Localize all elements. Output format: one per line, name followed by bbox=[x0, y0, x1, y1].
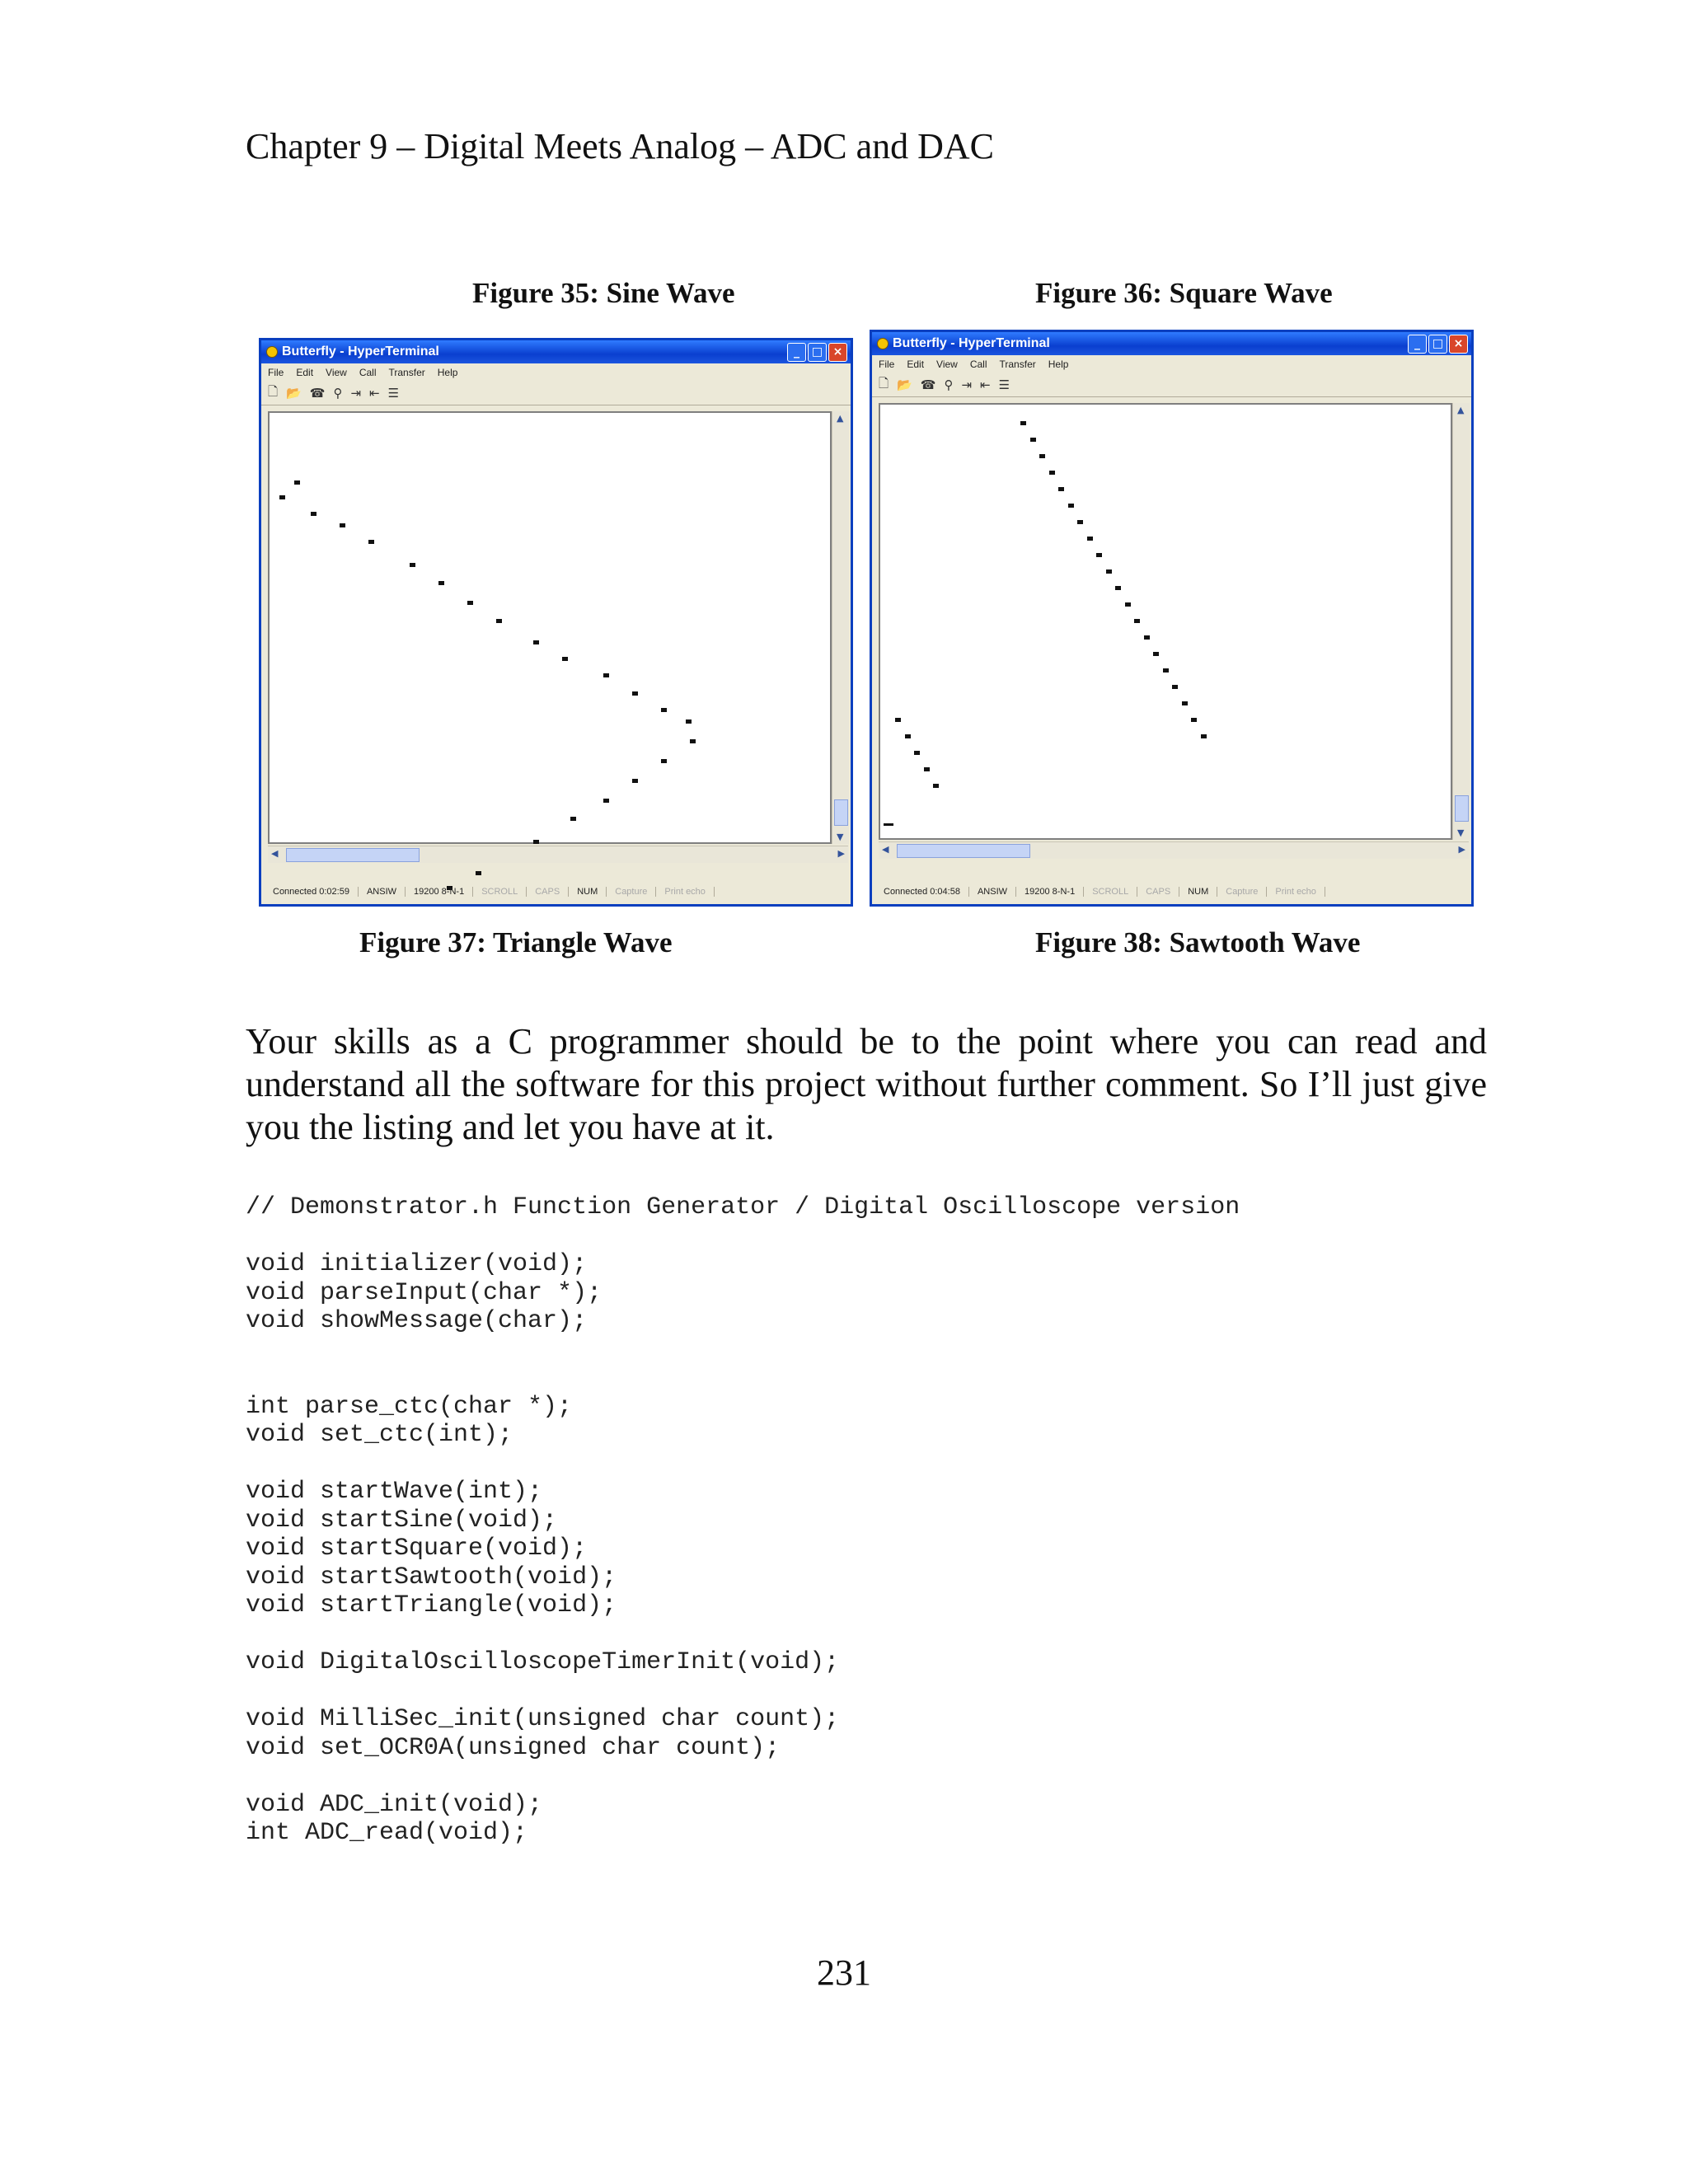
disconnect-icon[interactable]: ⚲ bbox=[333, 386, 343, 401]
terminal-mark bbox=[905, 734, 911, 738]
open-icon[interactable]: 📂 bbox=[286, 386, 302, 401]
scroll-down-icon[interactable]: ▼ bbox=[1457, 827, 1465, 838]
code-line: void set_ctc(int); bbox=[246, 1421, 513, 1449]
terminal-mark bbox=[914, 751, 920, 755]
minimize-button[interactable]: _ bbox=[1408, 335, 1427, 354]
status-print-echo: Print echo bbox=[656, 887, 715, 897]
new-icon[interactable]: 🗋 bbox=[879, 375, 889, 391]
minimize-button[interactable]: _ bbox=[787, 343, 806, 362]
horizontal-scrollbar[interactable] bbox=[268, 846, 848, 863]
terminal-mark bbox=[632, 691, 638, 696]
terminal-mark bbox=[570, 817, 576, 821]
status-bar bbox=[875, 883, 1468, 901]
scroll-up-icon[interactable]: ▲ bbox=[837, 413, 844, 424]
code-line: void parseInput(char *); bbox=[246, 1278, 603, 1307]
hyperterminal-window-left bbox=[259, 338, 853, 907]
status-caps: CAPS bbox=[527, 887, 569, 897]
toolbar bbox=[872, 373, 1471, 397]
horizontal-scrollbar[interactable] bbox=[879, 841, 1469, 859]
triangle-wave-plot bbox=[270, 413, 830, 842]
body-paragraph: Your skills as a C programmer should be to the point where you can read and understand all the software for this project without further comment. So I’ll just give you the listing and let you have at it. bbox=[246, 1021, 1487, 1147]
menu-edit[interactable]: Edit bbox=[296, 367, 314, 378]
terminal-mark bbox=[1058, 487, 1064, 491]
terminal-mark bbox=[603, 673, 609, 677]
figure-37-caption: Figure 37: Triangle Wave bbox=[359, 926, 673, 958]
status-port-settings: 19200 8-N-1 bbox=[1016, 887, 1084, 897]
menu-view[interactable]: View bbox=[936, 359, 958, 370]
terminal-mark bbox=[368, 540, 374, 544]
terminal-mark bbox=[1191, 718, 1197, 722]
status-connected: Connected 0:04:58 bbox=[875, 887, 969, 897]
terminal-mark bbox=[311, 512, 316, 516]
window-title: Butterfly - HyperTerminal bbox=[282, 344, 439, 359]
sawtooth-wave-plot bbox=[880, 405, 1451, 838]
terminal-mark bbox=[533, 840, 539, 844]
terminal-mark bbox=[1030, 438, 1036, 442]
maximize-button[interactable]: □ bbox=[1428, 335, 1447, 354]
status-caps: CAPS bbox=[1137, 887, 1179, 897]
terminal-mark bbox=[294, 480, 300, 485]
scrollbar-thumb[interactable] bbox=[834, 799, 848, 826]
menu-help[interactable]: Help bbox=[1048, 359, 1069, 370]
terminal-screen[interactable] bbox=[268, 411, 832, 844]
code-line: void startTriangle(void); bbox=[246, 1591, 617, 1619]
terminal-mark bbox=[410, 563, 415, 567]
terminal-mark bbox=[279, 495, 285, 499]
code-line: void startSine(void); bbox=[246, 1506, 558, 1535]
menu-transfer[interactable]: Transfer bbox=[999, 359, 1036, 370]
scrollbar-thumb[interactable] bbox=[1455, 795, 1469, 822]
close-button[interactable]: × bbox=[828, 343, 847, 362]
terminal-mark bbox=[533, 640, 539, 644]
terminal-mark bbox=[1020, 421, 1026, 425]
code-line: void set_OCR0A(unsigned char count); bbox=[246, 1733, 781, 1762]
terminal-mark bbox=[632, 779, 638, 783]
properties-icon[interactable]: ☰ bbox=[387, 386, 400, 401]
terminal-mark bbox=[1144, 635, 1150, 640]
code-line: void startSawtooth(void); bbox=[246, 1563, 617, 1591]
menu-transfer[interactable]: Transfer bbox=[388, 367, 425, 378]
receive-icon[interactable]: ⇤ bbox=[980, 377, 991, 392]
connect-icon[interactable]: ☎ bbox=[920, 377, 936, 392]
terminal-mark bbox=[340, 523, 345, 527]
menu-file[interactable]: File bbox=[268, 367, 284, 378]
new-icon[interactable]: 🗋 bbox=[268, 383, 279, 399]
code-line bbox=[246, 1450, 1240, 1479]
scrollbar-thumb[interactable] bbox=[897, 844, 1030, 858]
code-line: void MilliSec_init(unsigned char count); bbox=[246, 1705, 840, 1733]
open-icon[interactable]: 📂 bbox=[897, 377, 912, 392]
status-print-echo: Print echo bbox=[1267, 887, 1325, 897]
menu-call[interactable]: Call bbox=[969, 359, 987, 370]
scroll-right-icon[interactable]: ▶ bbox=[837, 848, 845, 859]
vertical-scrollbar[interactable] bbox=[832, 411, 849, 844]
terminal-mark bbox=[496, 619, 502, 623]
terminal-mark bbox=[1134, 619, 1140, 623]
scroll-up-icon[interactable]: ▲ bbox=[1457, 405, 1465, 415]
receive-icon[interactable]: ⇤ bbox=[369, 386, 380, 401]
terminal-mark bbox=[1201, 734, 1207, 738]
figure-36-caption: Figure 36: Square Wave bbox=[1035, 277, 1333, 309]
menu-bar bbox=[261, 363, 851, 382]
send-icon[interactable]: ⇥ bbox=[350, 386, 362, 401]
scroll-left-icon[interactable]: ◀ bbox=[271, 848, 279, 859]
window-titlebar bbox=[261, 340, 851, 363]
menu-bar bbox=[872, 355, 1471, 373]
code-line bbox=[246, 1222, 1240, 1251]
terminal-mark bbox=[1068, 504, 1074, 508]
page-number: 231 bbox=[817, 1952, 871, 1993]
terminal-mark bbox=[661, 759, 667, 763]
menu-file[interactable]: File bbox=[879, 359, 895, 370]
status-scroll: SCROLL bbox=[1084, 887, 1137, 897]
terminal-mark bbox=[1172, 685, 1178, 689]
code-line bbox=[246, 1677, 1240, 1706]
terminal-mark bbox=[603, 799, 609, 803]
code-line: // Demonstrator.h Function Generator / Digital Oscilloscope version bbox=[246, 1193, 1240, 1221]
status-scroll: SCROLL bbox=[473, 887, 527, 897]
code-line bbox=[246, 1364, 1240, 1393]
terminal-cursor bbox=[884, 823, 893, 826]
status-num: NUM bbox=[1179, 887, 1217, 897]
code-line bbox=[246, 1336, 1240, 1365]
hyperterminal-window-right bbox=[870, 330, 1474, 907]
menu-help[interactable]: Help bbox=[437, 367, 458, 378]
terminal-mark bbox=[895, 718, 901, 722]
status-emulation: ANSIW bbox=[359, 887, 406, 897]
scroll-down-icon[interactable]: ▼ bbox=[837, 832, 844, 842]
terminal-screen[interactable] bbox=[879, 403, 1452, 840]
menu-view[interactable]: View bbox=[326, 367, 347, 378]
terminal-mark bbox=[1163, 668, 1169, 673]
code-line: void startSquare(void); bbox=[246, 1535, 588, 1563]
chapter-title: Chapter 9 – Digital Meets Analog – ADC and DAC bbox=[246, 126, 995, 166]
code-listing bbox=[246, 1193, 1240, 1848]
window-title: Butterfly - HyperTerminal bbox=[893, 336, 1050, 350]
figure-35-caption: Figure 35: Sine Wave bbox=[472, 277, 735, 309]
status-connected: Connected 0:02:59 bbox=[265, 887, 359, 897]
status-capture: Capture bbox=[607, 887, 656, 897]
status-emulation: ANSIW bbox=[969, 887, 1016, 897]
terminal-mark bbox=[686, 719, 692, 724]
connect-icon[interactable]: ☎ bbox=[309, 386, 326, 401]
terminal-mark bbox=[1077, 520, 1083, 524]
maximize-button[interactable]: □ bbox=[808, 343, 827, 362]
code-line: void startWave(int); bbox=[246, 1478, 543, 1506]
terminal-mark bbox=[924, 767, 930, 771]
scroll-right-icon[interactable]: ▶ bbox=[1458, 844, 1465, 855]
menu-call[interactable]: Call bbox=[359, 367, 377, 378]
app-icon bbox=[877, 338, 889, 349]
code-line: void initializer(void); bbox=[246, 1250, 588, 1278]
code-line bbox=[246, 1762, 1240, 1791]
toolbar bbox=[261, 382, 851, 405]
terminal-mark bbox=[467, 601, 473, 605]
code-line: int ADC_read(void); bbox=[246, 1819, 528, 1847]
status-capture: Capture bbox=[1217, 887, 1267, 897]
terminal-mark bbox=[1115, 586, 1121, 590]
window-titlebar bbox=[872, 332, 1471, 355]
code-line: void DigitalOscilloscopeTimerInit(void); bbox=[246, 1648, 840, 1676]
disconnect-icon[interactable]: ⚲ bbox=[944, 377, 954, 392]
terminal-mark bbox=[562, 657, 568, 661]
terminal-mark bbox=[1153, 652, 1159, 656]
terminal-mark bbox=[476, 871, 481, 875]
terminal-mark bbox=[690, 739, 696, 743]
code-line bbox=[246, 1620, 1240, 1649]
terminal-mark bbox=[1087, 537, 1093, 541]
terminal-mark bbox=[1096, 553, 1102, 557]
terminal-mark bbox=[1049, 471, 1055, 475]
code-line: int parse_ctc(char *); bbox=[246, 1392, 573, 1421]
status-port-settings: 19200 8-N-1 bbox=[406, 887, 473, 897]
figure-38-caption: Figure 38: Sawtooth Wave bbox=[1035, 926, 1361, 958]
send-icon[interactable]: ⇥ bbox=[961, 377, 973, 392]
terminal-mark bbox=[933, 784, 939, 788]
scrollbar-thumb[interactable] bbox=[286, 848, 420, 862]
terminal-mark bbox=[661, 708, 667, 712]
app-icon bbox=[266, 346, 278, 358]
code-line: void ADC_init(void); bbox=[246, 1790, 543, 1819]
menu-edit[interactable]: Edit bbox=[907, 359, 925, 370]
code-line: void showMessage(char); bbox=[246, 1307, 588, 1335]
terminal-mark bbox=[1125, 602, 1131, 607]
vertical-scrollbar[interactable] bbox=[1452, 403, 1470, 840]
terminal-mark bbox=[1039, 454, 1045, 458]
scroll-left-icon[interactable]: ◀ bbox=[882, 844, 889, 855]
terminal-mark bbox=[1182, 701, 1188, 705]
properties-icon[interactable]: ☰ bbox=[998, 377, 1010, 392]
terminal-mark bbox=[438, 581, 444, 585]
status-num: NUM bbox=[569, 887, 607, 897]
status-bar bbox=[265, 883, 847, 901]
terminal-mark bbox=[1106, 569, 1112, 574]
close-button[interactable]: × bbox=[1449, 335, 1468, 354]
